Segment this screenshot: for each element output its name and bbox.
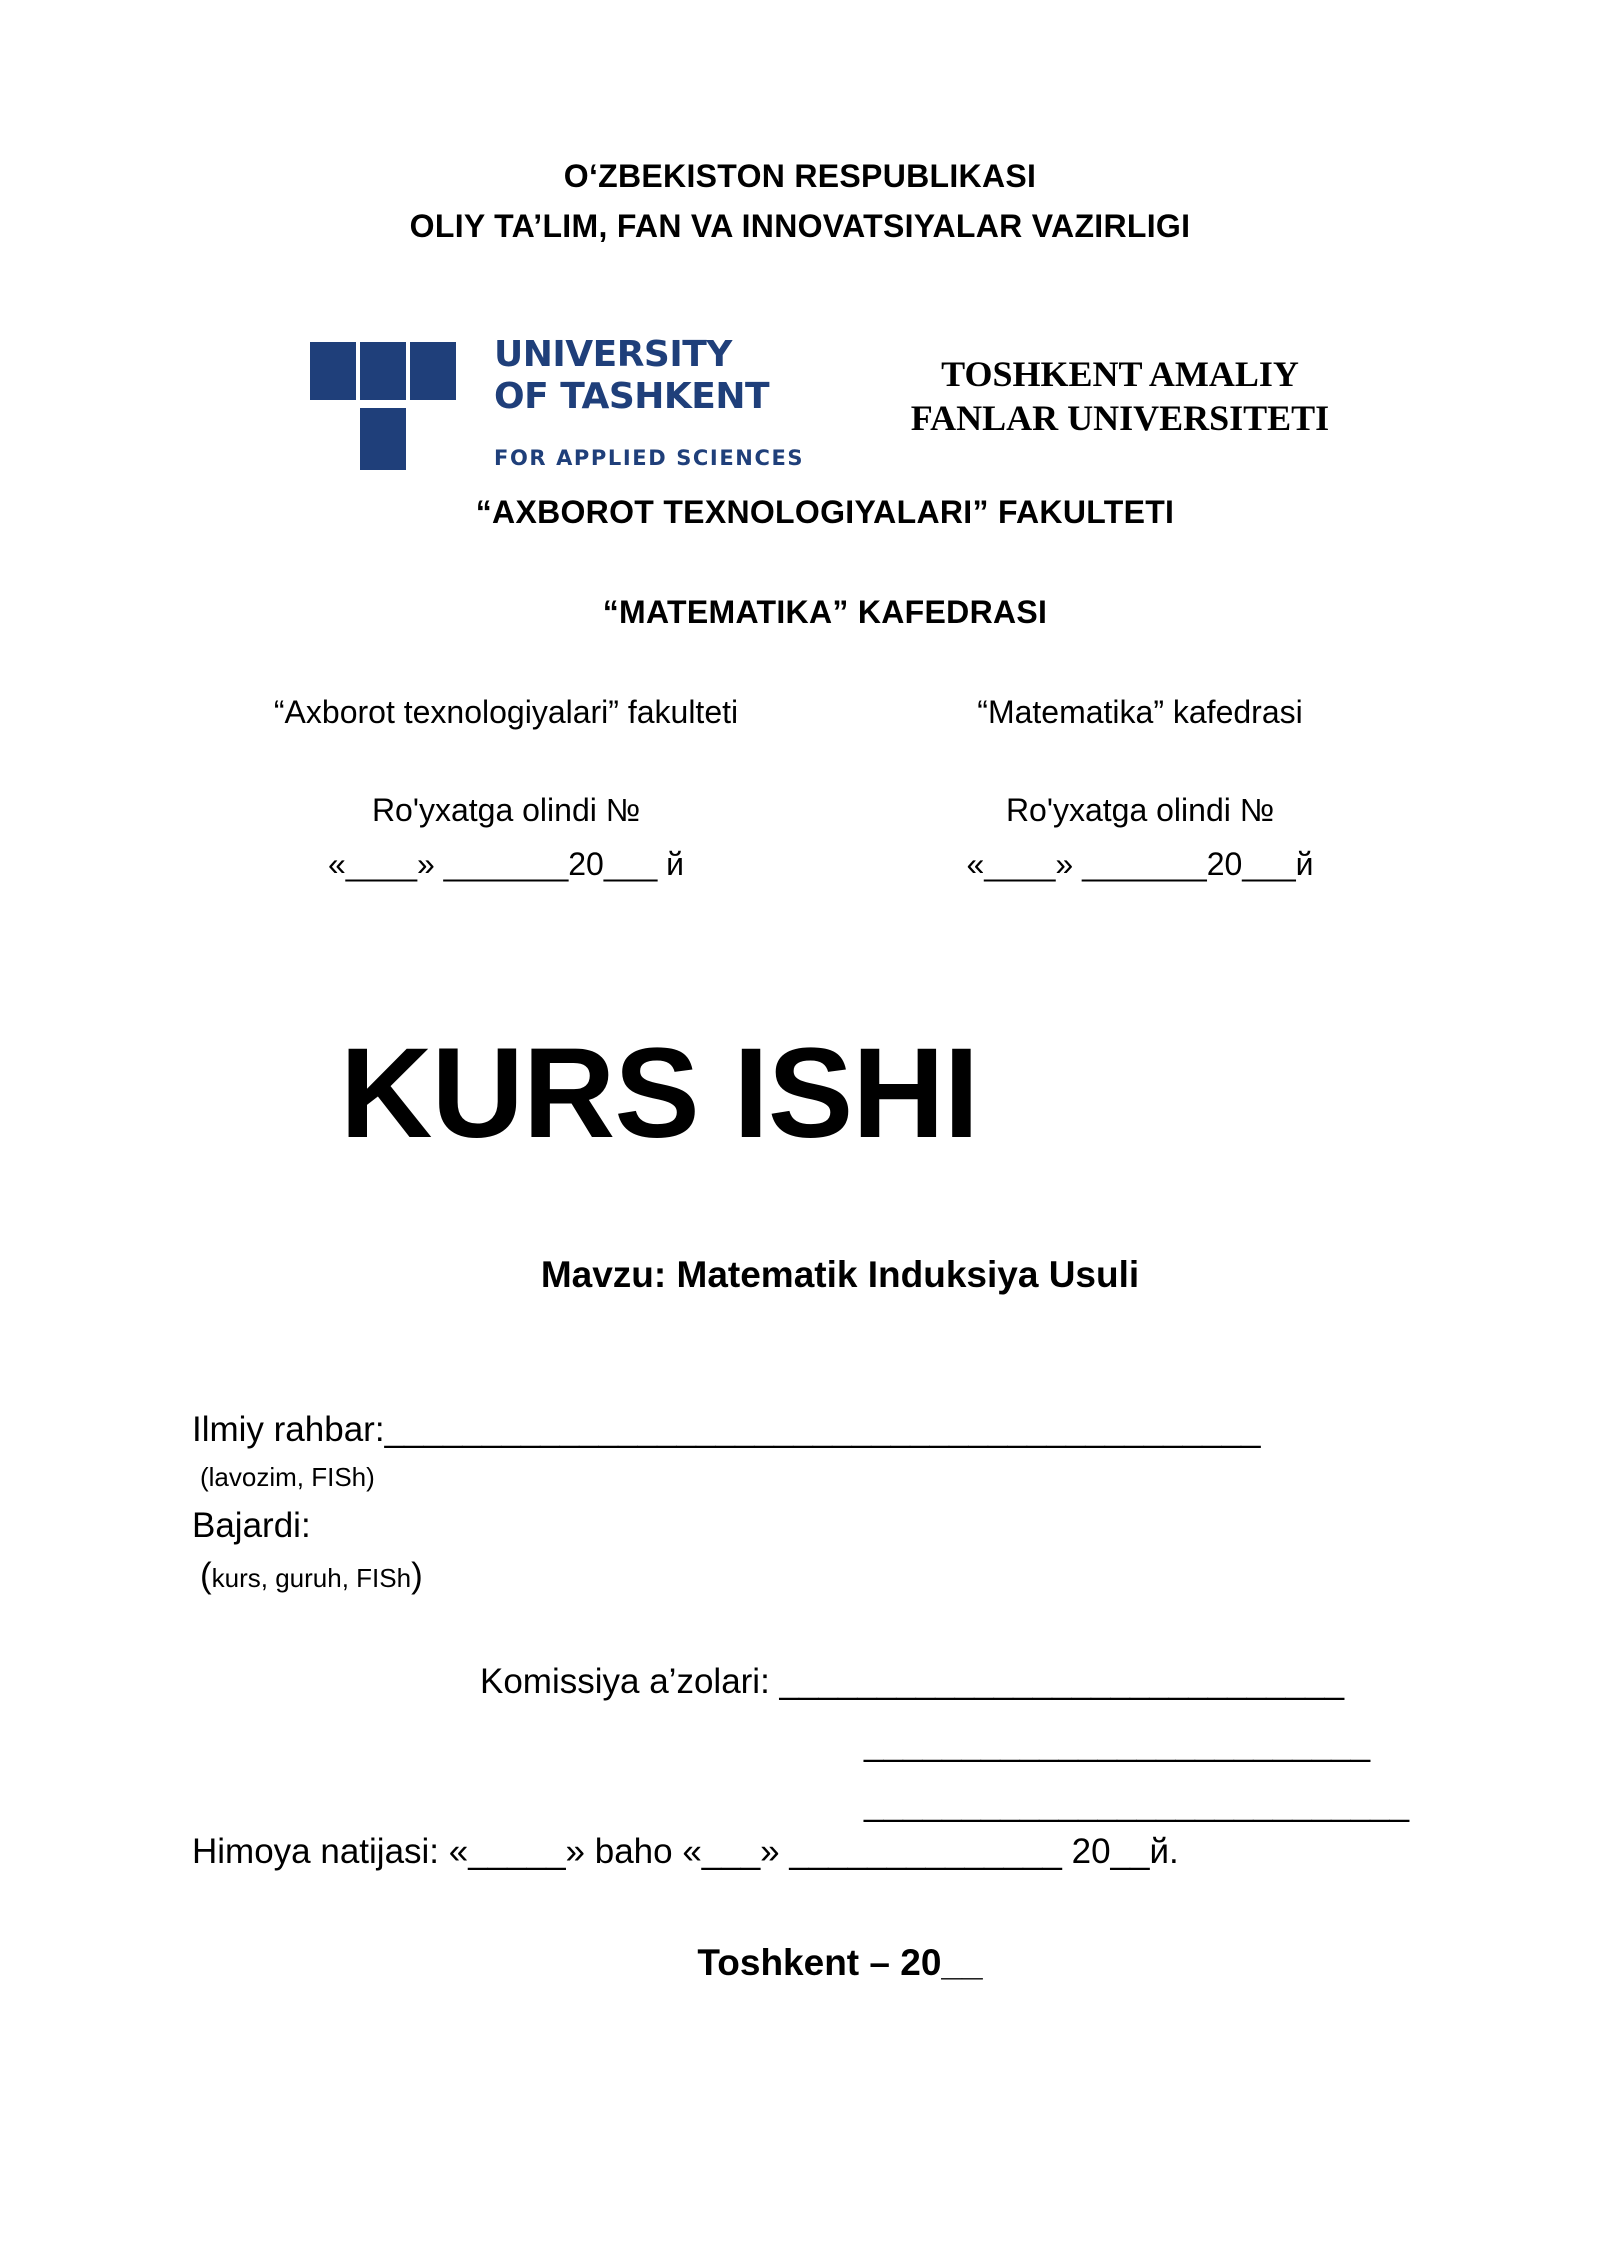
supervisor-row bbox=[192, 1410, 1261, 1450]
logo-text-line-1: UNIVERSITY bbox=[494, 334, 732, 375]
commission-blank-line-2: __________________________ bbox=[864, 1724, 1371, 1763]
registration-right-org: “Matematika” kafedrasi bbox=[977, 694, 1303, 730]
department-heading: “MATEMATIKA” KAFEDRASI bbox=[602, 594, 1048, 630]
university-name bbox=[880, 352, 1360, 440]
university-name-line-1: TOSHKENT AMALIY bbox=[941, 354, 1299, 394]
registration-right-date: «____» _______20___й bbox=[966, 846, 1314, 882]
university-logo-icon bbox=[310, 342, 456, 470]
university-name-line-2: FANLAR UNIVERSITETI bbox=[910, 398, 1330, 438]
commission-label: Komissiya a’zolari: bbox=[480, 1662, 780, 1701]
commission-blank-line-1: _____________________________ bbox=[779, 1662, 1345, 1701]
performer-hint: (kurs, guruh, FISh) bbox=[200, 1556, 423, 1595]
registration-right-label: Ro'yxatga olindi № bbox=[1005, 792, 1275, 828]
registration-left-date: «____» _______20___ й bbox=[328, 846, 684, 882]
defense-result: Himoya natijasi: «_____» baho «___» ______________ 20__й. bbox=[192, 1832, 1179, 1871]
performer-label: Bajardi: bbox=[192, 1506, 311, 1545]
ministry-line-2: OLIY TA’LIM, FAN VA INNOVATSIYALAR VAZIRLIGI bbox=[409, 208, 1191, 244]
supervisor-label: Ilmiy rahbar: bbox=[192, 1410, 385, 1449]
faculty-heading: “AXBOROT TEXNOLOGIYALARI” FAKULTETI bbox=[475, 494, 1175, 530]
commission-row bbox=[480, 1662, 1344, 1702]
registration-left-org: “Axborot texnologiyalari” fakulteti bbox=[273, 694, 739, 730]
footer-city-year: Toshkent – 20__ bbox=[697, 1942, 983, 1983]
registration-left-label: Ro'yxatga olindi № bbox=[371, 792, 641, 828]
document-title: KURS ISHI bbox=[340, 1022, 979, 1165]
logo-text-line-3: FOR APPLIED SCIENCES bbox=[494, 446, 805, 470]
supervisor-blank-line: _____________________________________________ bbox=[384, 1410, 1261, 1449]
logo-text-line-2: OF TASHKENT bbox=[494, 376, 770, 417]
supervisor-hint: (lavozim, FISh) bbox=[200, 1462, 375, 1492]
commission-blank-line-3: ____________________________ bbox=[864, 1784, 1410, 1823]
ministry-line-1: O‘ZBEKISTON RESPUBLIKASI bbox=[563, 158, 1037, 194]
topic: Mavzu: Matematik Induksiya Usuli bbox=[540, 1254, 1140, 1295]
